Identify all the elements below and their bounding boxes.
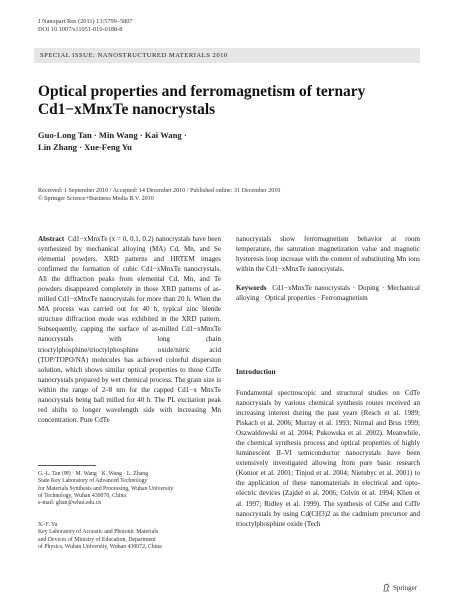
aff1-lab-2: for Materials Synthesis and Processing, Wuhan University: [38, 485, 174, 492]
affiliation-2: [38, 522, 224, 551]
title-line-2: Cd1−xMnxTe nanocrystals: [38, 101, 216, 118]
aff1-authors: G.-L. Tan (✉) · M. Wang · K. Wang · L. Zhang: [38, 471, 149, 477]
right-column-top: [236, 234, 420, 303]
doi: DOI 10.1007/s11051-010-0188-8: [38, 26, 123, 33]
springer-horse-icon: [382, 583, 391, 592]
journal-citation: J Nanopart Res (2011) 13:5799–5807: [38, 18, 133, 25]
abstract-heading: Abstract: [38, 235, 65, 243]
abstract-column: [38, 234, 221, 425]
special-issue-banner: SPECIAL ISSUE: NANOSTRUCTURED MATERIALS 2010: [34, 48, 420, 63]
title-line-1: Optical properties and ferromagnetism of ternary: [38, 83, 366, 100]
keywords-text: Cd1−xMnxTe nanocrystals · Doping · Mechanical alloying · Optical properties · Ferromagnetism: [236, 284, 421, 303]
journal-header: [38, 18, 133, 34]
abstract-continuation: nanocrystals show ferromagnetism behavior at room temperature, the saturation magnetization value and magnetic hysteresis loop increase with the content of substituting Mn ions within the Cd1−xMnxTe nanocrystals.: [236, 235, 420, 274]
publisher-name: Springer: [393, 583, 418, 592]
aff2-address: of Physics, Wuhan University, Wuhan 430072, China: [38, 543, 162, 550]
authors-line-1: Guo-Long Tan · Min Wang · Kai Wang ·: [38, 130, 187, 140]
abstract-text: Cd1−xMnxTe (x = 0, 0.1, 0.2) nanocrystals have been synthesized by mechanical alloying (MA) Cd, Mn, and Se elemental powders. XRD patterns and HRTEM images confirmed the formation of cubic Cd1−xMnxTe nanocrystals. All the diffraction peaks from elemental Cd, Mn, and Te powders disappeared completely in those XRD patterns of as-milled Cd1−xMnxTe nanocrystals for more than 20 h. When the MA process was carried out for 40 h, typical zinc blende structure diffraction mode was exhibited in the XRD pattern. Subsequently, capping the surface of as-milled Cd1−xMnxTe nanocrystals with long chain trioctylphosphine/trioctylphosphine oxide/nitric acid (TOP/TOPO/NA) molecules has achieved colorful dispersion solution, which shows similar optical properties to those CdTe nanocrystals prepared by wet chemical process. The grain size is within the range of 2–8 nm for the capped Cd1−x MnxTe nanocrystals being ball milled for 40 h. The PL excitation peak red shifts to longer wavelength side with increasing Mn concentration. Pure CdTe: [38, 235, 221, 424]
keywords-block: [236, 283, 420, 303]
publisher-logo: [382, 583, 417, 592]
introduction-heading: Introduction: [236, 367, 276, 376]
aff2-lab-2: and Devices of Ministry of Education, Department: [38, 536, 156, 543]
copyright-line: © Springer Science+Business Media B.V. 2010: [38, 196, 154, 202]
aff1-lab: State Key Laboratory of Advanced Technology: [38, 478, 148, 485]
publication-dates: [38, 187, 428, 203]
introduction-text: Fundamental spectroscopic and structural studies on CdTe nanocrystals by various chemical synthesis routes received an increasing interest during the past years (Resch et al. 1989; Piskach et al. 2006; Murray et al. 1993; Nirmal and Brus 1999; Oszwaldowski et al. 2004; Pukowska et al. 2002). Meanwhile, the chemical synthesis process and optical properties of highly luminescent II–VI semiconductor nanocrystals have been extensively investigated allowing from pure basic research (Konior et al. 2001; Tinjod et al. 2004; Nietubyc et al. 2001) to the application of these nanomaterials in electrical and opto-electric devices (Zajdel et al. 2006; Colvin et al. 1994; Klien et al. 1997; Ridley et al. 1999). The synthesis of CdSe and CdTe nanocrystals by using Cd(CH3)2 as the cadmium precursor and trioctylphosphine oxide (Tech: [236, 389, 420, 528]
aff1-address: of Technology, Wuhan 430070, China: [38, 492, 126, 499]
article-title: [38, 83, 398, 119]
author-list: [38, 129, 278, 153]
authors-line-2: Lin Zhang · Xue-Feng Yu: [38, 142, 132, 152]
aff1-email[interactable]: e-mail: gltan@whut.edu.cn: [38, 500, 102, 507]
footnote-rule: [38, 465, 96, 466]
aff2-author: X.-F. Yu: [38, 522, 58, 528]
received-line: Received: 1 September 2010 / Accepted: 14 December 2010 / Published online: 31 December 2010: [38, 188, 281, 194]
aff2-lab: Key Laboratory of Acoustic and Photonic Materials: [38, 529, 159, 536]
affiliation-1: [38, 471, 224, 507]
keywords-heading: Keywords: [236, 284, 267, 293]
